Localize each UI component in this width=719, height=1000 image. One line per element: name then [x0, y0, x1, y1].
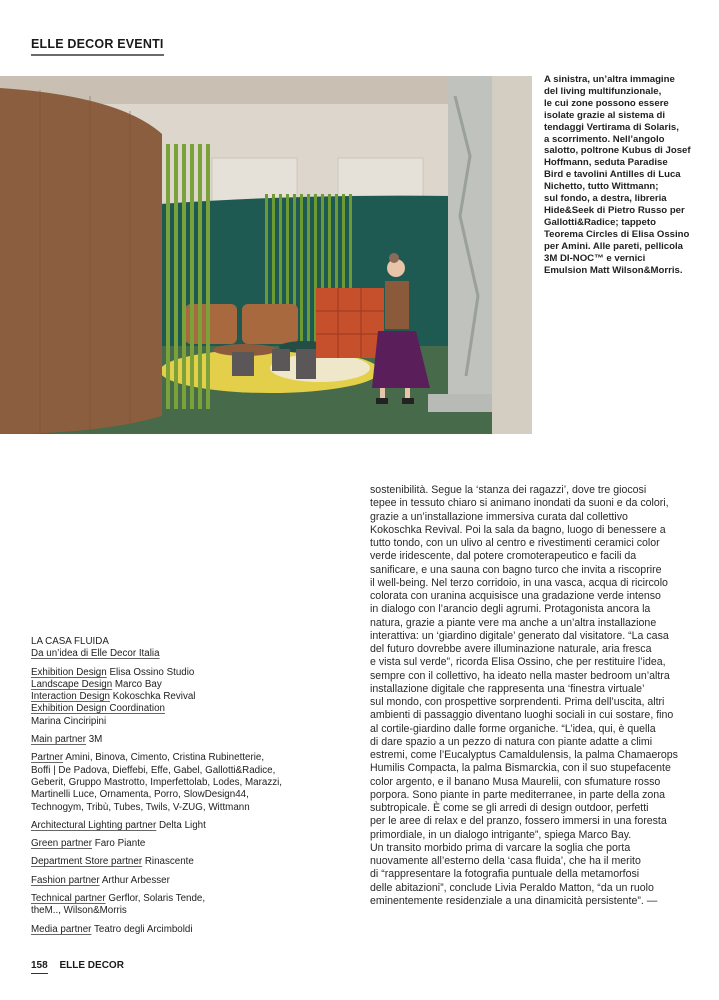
caption-line: isolate grazie al sistema di	[544, 109, 666, 121]
credit-store-partner	[31, 856, 351, 868]
credit-fashion-partner	[31, 875, 351, 887]
image-caption	[544, 74, 714, 276]
credit-value: Geberit, Gruppo Mastrotto, Imperfettolab, Lodes, Marazzi,	[31, 776, 283, 788]
magazine-name: ELLE DECOR	[59, 960, 124, 971]
caption-line: a scorrimento. Nell’angolo	[544, 133, 665, 145]
body-line: tutto tondo, con un ulivo al centro e rivestimenti ceramici color	[370, 537, 660, 549]
credit-value: Amini, Binova, Cimento, Cristina Rubinetterie,	[65, 752, 265, 764]
credit-value: Kokoschka Revival	[112, 691, 196, 703]
credit-value: Arthur Arbesser	[101, 874, 170, 886]
caption-line: Hide&Seek di Pietro Russo per	[544, 204, 685, 216]
body-line: estremi, come l’Eucalyptus Camaldulensis, la palma Chamaerops	[370, 749, 678, 761]
credit-exhibition-design	[31, 667, 351, 679]
credit-label: Exhibition Design	[31, 666, 107, 678]
caption-line: del living multifunzionale,	[544, 85, 662, 97]
caption-line: le cui zone possono essere	[544, 97, 669, 109]
body-line: al cortile-giardino dalle forme organiche. “L’idea, qui, è quella	[370, 722, 656, 735]
body-line: verde iridescente, dal potere cromoterapeutico e facili da	[370, 550, 637, 563]
credit-value: Rinascente	[144, 856, 194, 868]
caption-line: Gallotti&Radice; tappeto	[544, 216, 656, 228]
body-line: sul mondo, con prospettive sorprendenti. Prima dell’uscita, altri	[370, 696, 665, 708]
credit-value: Elisa Ossino Studio	[109, 666, 195, 678]
body-line: nuovamente all’esterno della ‘casa fluida’, che ha il merito	[370, 855, 641, 867]
body-line: delle abitazioni”, conclude Livia Peraldo Matton, “da un ruolo	[370, 881, 654, 894]
bookcase	[316, 288, 384, 358]
credit-value: Gerflor, Solaris Tende,	[108, 893, 206, 905]
body-line: subtropicale. È come se gli arredi di design outdoor, perfetti	[370, 802, 649, 814]
credit-value: Marco Bay	[114, 678, 162, 690]
credit-value: Delta Light	[158, 819, 206, 831]
body-line: di dare spazio a un pezzo di natura con piante adatte a climi	[370, 735, 653, 748]
wood-curved-wall	[0, 88, 162, 434]
hero-image	[0, 76, 532, 434]
caption-line: salotto, poltrone Kubus di Josef	[544, 145, 691, 157]
body-line: e vista sul verde”, ricorda Elisa Ossino, che per restituire l’idea,	[370, 656, 666, 669]
body-line: del futuro dovrebbe avere illuminazione naturale, aria fresca	[370, 643, 652, 655]
caption-line: tendaggi Vertirama di Solaris,	[544, 121, 679, 133]
credit-label: Interaction Design	[31, 691, 110, 703]
credit-value: Martinelli Luce, Ornamenta, Porro, SlowDesign44,	[31, 789, 249, 801]
body-line: di “rappresentare la fotografia puntuale della metamorfosi	[370, 868, 640, 881]
credit-value: Faro Piante	[94, 838, 146, 850]
credit-green-partner	[31, 838, 351, 850]
credit-lighting-partner	[31, 820, 351, 832]
body-line: Humilis Compacta, la palma Bismarckia, con il suo stupefacente	[370, 762, 671, 775]
credit-technical-partner	[31, 893, 351, 905]
body-line: interattiva: un ‘giardino digitale’ generato dal visitatore. “La casa	[370, 629, 669, 642]
body-line: sostenibilità. Segue la ‘stanza dei ragazzi’, dove tre giocosi	[370, 484, 647, 496]
body-line: eminentemente residenziale a una dinamicità persistente”. —	[370, 894, 658, 907]
credit-landscape-design	[31, 679, 351, 691]
credit-value: Marina Cinciripini	[31, 715, 107, 727]
credit-media-partner	[31, 924, 351, 936]
credit-label: Landscape Design	[31, 678, 113, 690]
caption-line: 3M DI-NOC™ e vernici	[544, 252, 646, 264]
credit-value: Technogym, Tribù, Tubes, Twils, V-ZUG, Wittmann	[31, 801, 250, 813]
credit-label: Partner	[31, 752, 64, 764]
credit-label: Technical partner	[31, 893, 106, 905]
body-line: tepee in tessuto chiaro si animano inondati da suoni e da colori,	[370, 497, 669, 510]
body-line: color argento, e il banano Musa Maurelii, con sfumature rosso	[370, 775, 661, 788]
body-line: porpora. Sono piante in parte mediterranee, in parte della zona	[370, 788, 666, 801]
credits-box	[31, 636, 351, 936]
article-body	[370, 484, 700, 908]
body-line: grazie a un’installazione immersiva curata dal collettivo	[370, 510, 628, 523]
credit-label: Department Store partner	[31, 856, 143, 868]
credit-partner	[31, 752, 351, 764]
credit-label: Architectural Lighting partner	[31, 819, 157, 831]
page-number: 158	[31, 960, 48, 974]
caption-line: Bird e tavolini Antilles di Luca	[544, 169, 681, 181]
body-line: in dialogo con l’arancio degli agrumi. Protagonista ancora la	[370, 603, 651, 616]
credits-title: LA CASA FLUIDA	[31, 636, 109, 647]
body-line: sanificare, e una sauna con bagno turco che invita a riscoprire	[370, 563, 662, 576]
body-line: per le aree di relax e del pranzo, fossero immersi in una foresta	[370, 815, 667, 828]
credit-label: Green partner	[31, 838, 92, 850]
armchair-right	[242, 304, 298, 344]
caption-line: Hoffmann, seduta Paradise	[544, 157, 668, 169]
caption-line: sul fondo, a destra, libreria	[544, 193, 667, 205]
body-line: il well-being. Nel terzo corridoio, in una vasca, acqua di ricircolo	[370, 576, 668, 589]
credit-label: Media partner	[31, 923, 92, 935]
credits-subtitle: Da un’idea di Elle Decor Italia	[31, 648, 160, 660]
credit-value: Boffi | De Padova, Dieffebi, Effe, Gabel, Gallotti&Radice,	[31, 764, 276, 776]
caption-line: Nichetto, tutto Wittmann;	[544, 181, 659, 193]
caption-line: Teorema Circles di Elisa Ossino	[544, 228, 690, 240]
body-line: colorata con uranina acquisisce una gradazione verde intenso	[370, 590, 661, 602]
body-line: Un transito morbido prima di varcare la soglia che porta	[370, 841, 631, 854]
credit-label: Fashion partner	[31, 874, 100, 886]
credit-value: theM.., Wilson&Morris	[31, 905, 127, 917]
credit-interaction-design	[31, 691, 351, 703]
credit-value: Teatro degli Arcimboldi	[94, 923, 193, 935]
body-line: primordiale, in un dialogo intrigante”, spiega Marco Bay.	[370, 828, 632, 841]
credit-value: 3M	[88, 734, 103, 746]
credit-label: Main partner	[31, 734, 86, 746]
credit-main-partner	[31, 734, 351, 746]
credit-label: Exhibition Design Coordination	[31, 703, 165, 715]
body-line: sempre con il collettivo, ha ideato nella master bedroom un’altra	[370, 669, 670, 682]
caption-line: Emulsion Matt Wilson&Morris.	[544, 264, 683, 276]
section-header: ELLE DECOR EVENTI	[31, 37, 164, 56]
body-line: natura, grazie a piante vere ma anche a un’altra installazione	[370, 616, 657, 629]
body-line: installazione digitale che rappresenta una ‘finestra virtuale’	[370, 682, 645, 695]
body-line: Kokoschka Revival. Poi la sala da bagno, luogo di benessere a	[370, 523, 666, 536]
body-line: ambienti di passaggio diventano luoghi sociali in cui sostare, fino	[370, 709, 674, 722]
caption-line: per Amini. Alle pareti, pellicola	[544, 240, 683, 252]
caption-line: A sinistra, un’altra immagine	[544, 74, 675, 85]
page-folio	[31, 960, 124, 971]
